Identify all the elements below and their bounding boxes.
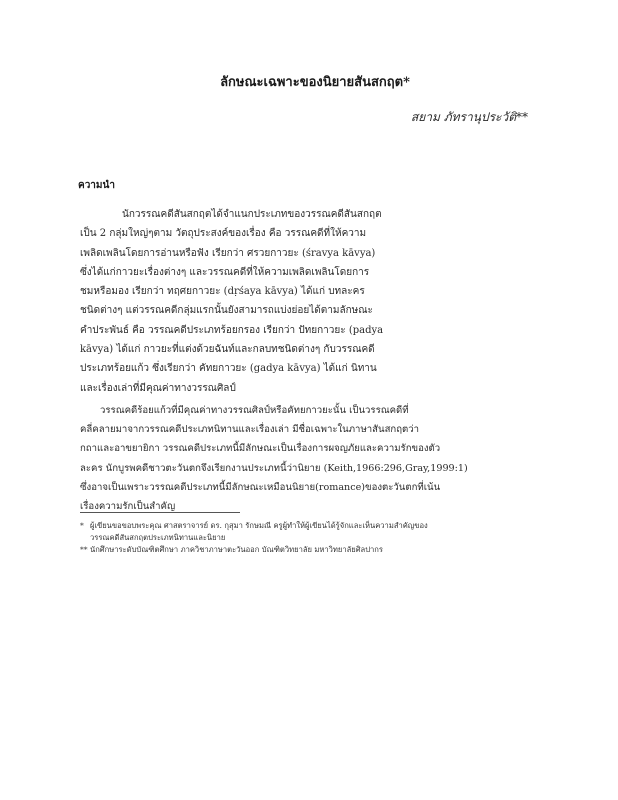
section-heading-introduction: ความนำ (78, 180, 115, 191)
footnotes (80, 520, 540, 556)
quote-line: คำประพันธ์ คือ วรรณคดีประเภทร้อยกรอง เรียกว่า ปัทยกาวยะ (padya (80, 324, 384, 336)
footnote-divider (80, 512, 240, 513)
quote-line: นักวรรณคดีสันสกฤตได้จำแนกประเภทของวรรณคดีสันสกฤต (122, 209, 382, 220)
paragraph-line: วรรณคดีร้อยแก้วที่มีคุณค่าทางวรรณศิลป์หรือคัทยกาวยะนั้น เป็นวรรณคดีที่ (100, 405, 409, 416)
author-name: สยาม ภัทรานุประวัติ** (410, 110, 528, 124)
footnote-mark: ** (80, 545, 88, 554)
quote-line: ประเภทร้อยแก้ว ซึ่งเรียกว่า คัทยกาวยะ (gadya kāvya) ได้แก่ นิทาน (80, 363, 377, 375)
paragraph-line: กถาและอาขยายิกา วรรณคดีประเภทนี้มีลักษณะเป็นเรื่องการผจญภัยและความรักของตัว (80, 443, 441, 455)
paragraph-line: คลี่คลายมาจากวรรณคดีประเภทนิทานและเรื่องเล่า มีชื่อเฉพาะในภาษาสันสกฤตว่า (80, 424, 420, 436)
footnote-text: ผู้เขียนขอขอบพระคุณ ศาสตราจารย์ ดร. กุสุมา รักษมณี ครูผู้ทำให้ผู้เขียนได้รู้จักและเห็นความสำคัญของ (90, 521, 428, 530)
paragraph-line: เรื่องความรักเป็นสำคัญ (80, 501, 176, 513)
footnote-acknowledgement (80, 520, 540, 544)
footnote-text: นักศึกษาระดับบัณฑิตศึกษา ภาควิชาภาษาตะวันออก บัณฑิตวิทยาลัย มหาวิทยาลัยศิลปากร (90, 545, 383, 554)
footnote-author-affiliation (80, 544, 540, 556)
quote-line: ชนิดต่างๆ แต่วรรณคดีกลุ่มแรกนั้นยังสามารถแบ่งย่อยได้ตามลักษณะ (80, 305, 373, 317)
quote-line: ซึ่งได้แก่กาวยะเรื่องต่างๆ และวรรณคดีที่ให้ความเพลิดเพลินโดยการ (80, 266, 370, 278)
footnote-text-continued: วรรณคดีสันสกฤตประเภทนิทานและนิยาย (90, 533, 226, 542)
paragraph-line: ละคร นักบูรพคดีชาวตะวันตกจึงเรียกงานประเภทนี้ว่านิยาย (Keith,1966:296,Gray,1999:1) (80, 462, 468, 474)
quote-line: ชมหรือมอง เรียกว่า ทฤศยกาวยะ (dṛśaya kāvya) ได้แก่ บทละคร (80, 286, 365, 298)
quote-line: เป็น 2 กลุ่มใหญ่ๆตาม วัตถุประสงค์ของเรื่อง คือ วรรณคดีที่ให้ความ (80, 228, 367, 240)
quote-line: และเรื่องเล่าที่มีคุณค่าทางวรรณศิลป์ (80, 382, 236, 394)
quote-line: kāvya) ได้แก่ กาวยะที่แต่งด้วยฉันท์และกลบทชนิดต่างๆ กับวรรณคดี (80, 344, 375, 356)
paragraph-line: ซึ่งอาจเป็นเพราะวรรณคดีประเภทนี้มีลักษณะเหมือนนิยาย(romance)ของตะวันตกที่เน้น (80, 481, 441, 493)
article-title: ลักษณะเฉพาะของนิยายสันสกฤต* (220, 75, 410, 90)
footnote-mark: * (80, 521, 84, 530)
body-paragraph (80, 401, 530, 516)
indented-quote-block (80, 205, 384, 398)
quote-line: เพลิดเพลินโดยการอ่านหรือฟัง เรียกว่า ศรวยกาวยะ (śravya kāvya) (80, 247, 376, 259)
